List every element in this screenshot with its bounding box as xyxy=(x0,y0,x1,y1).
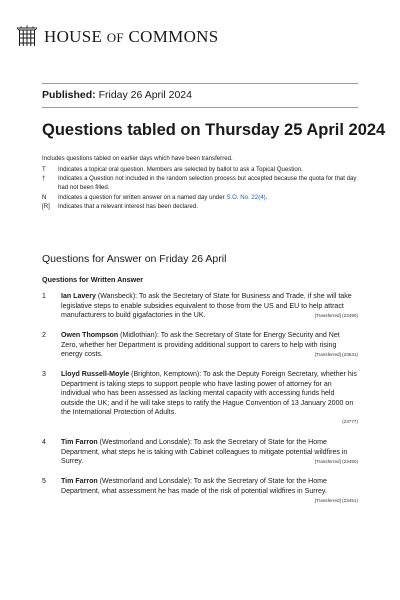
member-name: Lloyd Russell-Moyle xyxy=(61,371,130,378)
question-reference: [Transferred] (23490) xyxy=(314,313,358,319)
question-number: 3 xyxy=(42,371,46,378)
question-number: 5 xyxy=(42,478,46,485)
constituency: (Westmorland and Lonsdale): xyxy=(99,478,192,485)
question-number: 2 xyxy=(42,332,46,339)
published-line xyxy=(42,89,192,101)
question-text: To ask the Secretary of State for Business and Trade, if she will take legislative steps to enable subsidies equivalent to those from the US and EU to help attract manufacturers to build gigafactories in the UK. xyxy=(61,293,352,320)
legend-description: Indicates a Question not included in the random selection process but accepted because the quota for that day had not been filled. xyxy=(58,175,357,192)
bottom-divider xyxy=(42,107,358,108)
legend-row-relevant-interest xyxy=(42,202,362,211)
question-body xyxy=(61,477,358,504)
question-reference: [Transferred] (23450) xyxy=(314,459,358,465)
question-number: 4 xyxy=(42,439,46,446)
member-name: Tim Farron xyxy=(61,439,98,446)
legend-symbol: [R] xyxy=(42,202,50,210)
section-title: Questions for Answer on Friday 26 April xyxy=(42,253,227,265)
legend-description: Indicates that a relevant interest has been declared. xyxy=(58,202,198,210)
question-reference: [Transferred] (23451) xyxy=(314,498,358,504)
portcullis-logo-icon xyxy=(17,25,37,49)
symbol-legend xyxy=(42,165,362,211)
question-text: To ask the Secretary of State for the Home Department, what assessment he has made of the risk of potential wildfires in Surrey. xyxy=(61,478,327,495)
masthead xyxy=(17,24,218,50)
question-number: 1 xyxy=(42,293,46,300)
top-divider xyxy=(42,83,358,84)
legend-row-named-day xyxy=(42,193,362,202)
question-reference: [Transferred] (23531) xyxy=(314,352,358,358)
house-of-commons-wordmark: HOUSE OF COMMONS xyxy=(44,27,219,46)
legend-row-quota xyxy=(42,174,362,192)
legend-symbol: T xyxy=(42,166,46,173)
published-label: Published: xyxy=(42,89,96,101)
legend-row-topical xyxy=(42,165,362,174)
question-body xyxy=(61,370,358,425)
legend-description: Indicates a question for written answer on a named day under S.O. No. 22(4). xyxy=(58,193,268,201)
legend-symbol: N xyxy=(42,193,47,201)
question-body xyxy=(61,438,358,467)
sub-title: Questions for Written Answer xyxy=(42,275,144,284)
question-item xyxy=(42,370,358,425)
question-item xyxy=(42,438,358,467)
member-name: Owen Thompson xyxy=(61,332,119,339)
question-text: To ask the Deputy Foreign Secretary, whether his Department is taking steps to support people who have lasting power of attorney for an individual who has been assessed as lacking mental capacity with accessing funds held outside the UK; and if he will take steps to ratify the Hague Convention of 13 January 2000 on the International Protection of Adults. xyxy=(61,371,357,417)
standing-order-link[interactable]: S.O. No. 22(4) xyxy=(226,193,266,201)
legend-description: Indicates a topical oral question. Members are selected by ballot to ask a Topical Question. xyxy=(58,166,303,173)
constituency: (Westmorland and Lonsdale): xyxy=(99,439,192,446)
question-item xyxy=(42,477,358,506)
constituency: (Brighton, Kemptown): xyxy=(131,371,202,378)
constituency: (Wansbeck): xyxy=(97,293,138,300)
member-name: Tim Farron xyxy=(61,478,98,485)
question-item xyxy=(42,331,358,360)
question-body xyxy=(61,331,358,360)
published-date: Friday 26 April 2024 xyxy=(98,89,192,101)
page-title: Questions tabled on Thursday 25 April 2024 xyxy=(42,121,386,139)
constituency: (Midlothian): xyxy=(120,332,159,339)
question-body xyxy=(61,292,358,321)
intro-text: Includes questions tabled on earlier days which have been transferred. xyxy=(42,155,233,162)
question-text: To ask the Secretary of State for the Home Department, what steps he is taking with Cabinet colleagues to mitigate potential wildfires in Surrey. xyxy=(61,439,348,466)
legend-symbol: † xyxy=(42,175,46,183)
member-name: Ian Lavery xyxy=(61,293,96,300)
question-item xyxy=(42,292,358,321)
question-text: To ask the Secretary of State for Energy Security and Net Zero, whether her Department is providing additional support to carers to help with rising energy costs. xyxy=(61,332,340,359)
question-reference: (23777) xyxy=(342,418,358,424)
